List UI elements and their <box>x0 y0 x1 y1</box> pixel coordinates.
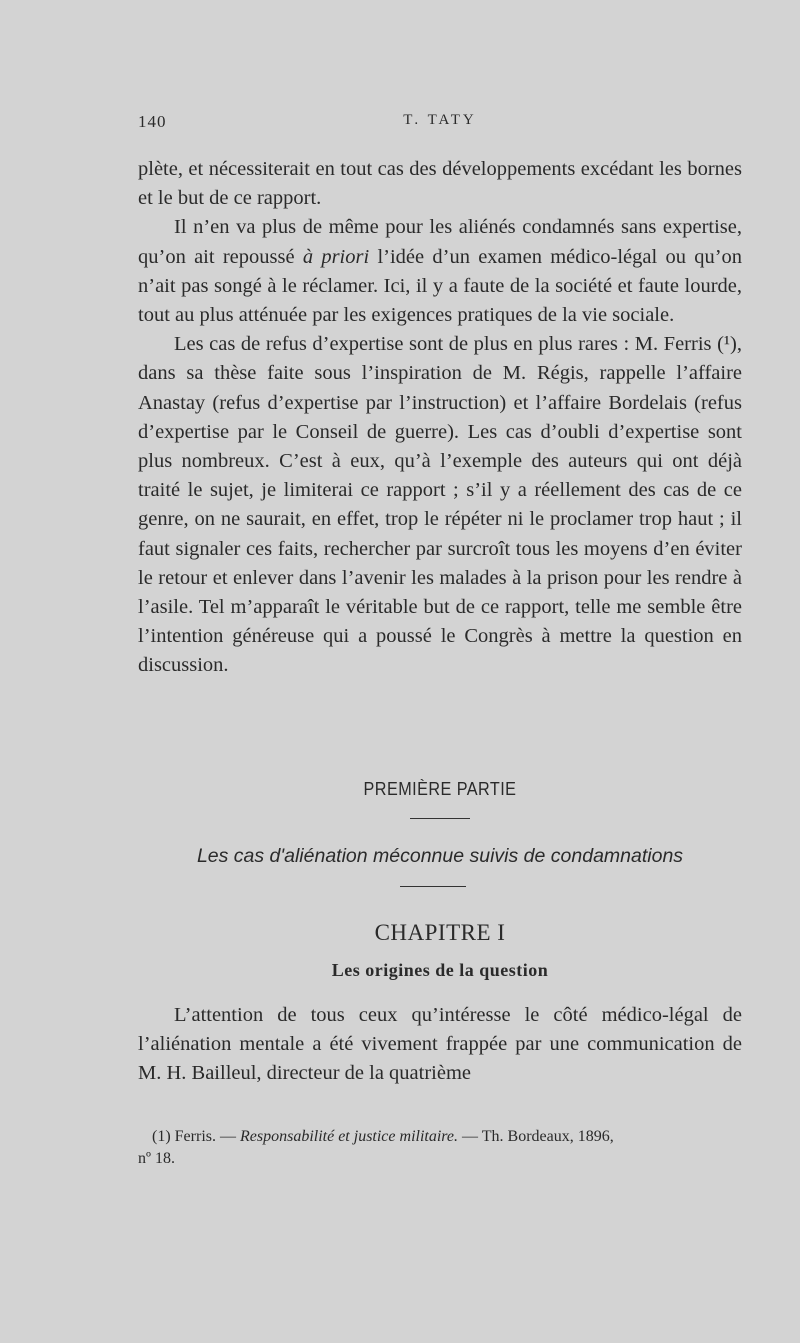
page-header <box>138 112 742 138</box>
footnote-tail: — Th. Bordeaux, 1896, <box>462 1128 614 1145</box>
footnote-line <box>138 1126 742 1148</box>
chapter-title: CHAPITRE I <box>374 920 506 945</box>
paragraph: L’attention de tous ceux qu’intéresse le côté médico-légal de l’aliénation mentale a été vivement frappée par une communication de M. H. Bailleul, directeur de la quatrième <box>138 1004 742 1085</box>
footnote-title: Responsabilité et justice militaire. <box>239 1128 459 1145</box>
chapter-subtitle: Les origines de la question <box>331 960 549 980</box>
part-title: PREMIÈRE PARTIE <box>363 779 517 799</box>
chapter-text <box>138 1001 742 1089</box>
footnote <box>138 1126 742 1170</box>
paragraph-text: l’idée d’un examen médico-légal ou qu’on n’ait pas songé à le réclamer. Ici, il y a faute de la société et faute lourde, tout au plus atténuée par les exigences pratiques de la vie sociale. <box>138 245 743 327</box>
main-text <box>138 155 742 681</box>
running-head: T. TATY <box>403 112 477 128</box>
divider <box>410 818 470 819</box>
paragraph-text: Il n’en va plus de même pour les aliénés condamnés sans expertise, qu’on ait repoussé <box>138 216 742 268</box>
paragraph: Les cas de refus d’expertise sont de plus en plus rares : M. Ferris (¹), dans sa thèse faite sous l’inspiration de M. Régis, rappelle l’affaire Anastay (refus d’expertise par l’instruction) et l’affaire Bordelais (refus d’expertise par le Conseil de guerre). Les cas d’oubli d’expertise sont plus nombreux. C’est à eux, qu’à l’exemple des auteurs qui ont déjà traité le sujet, je limiterai ce rapport ; s’il y a réellement des cas de ce genre, on ne saurait, en effet, trop le répéter ni le proclamer trop haut ; il faut signaler ces faits, rechercher par surcroît tous les moyens d’en éviter le retour et enlever dans l’avenir les malades à la prison pour les rendre à l’asile. Tel m’apparaît le véritable but de ce rapport, telle me semble être l’intention généreuse qui a poussé le Congrès à mettre la question en discussion. <box>138 333 742 677</box>
divider <box>400 886 466 887</box>
footnote-lead: (1) Ferris. — <box>152 1128 236 1145</box>
italic-phrase: à priori <box>302 245 370 268</box>
part-subtitle: Les cas d'aliénation méconnue suivis de condamnations <box>196 845 684 867</box>
footnote-end: nº 18. <box>138 1150 175 1167</box>
paragraph: plète, et nécessiterait en tout cas des développements excédant les bornes et le but de ce rapport. <box>138 158 742 210</box>
page-number: 140 <box>138 112 167 131</box>
paragraph <box>138 213 742 330</box>
